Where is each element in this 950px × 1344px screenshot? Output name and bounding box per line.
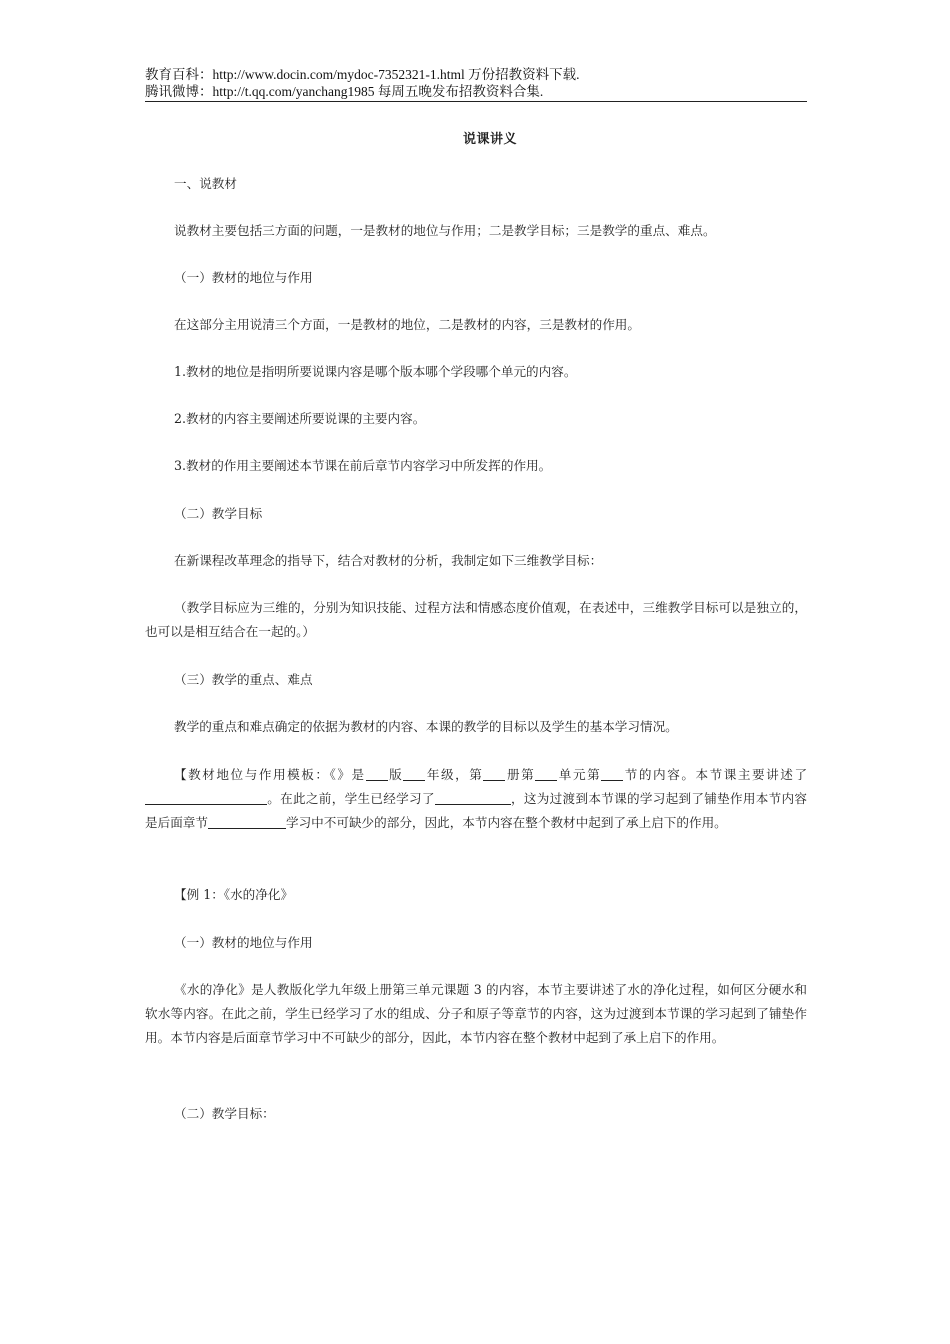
paragraph-goals-intro: 在新课程改革理念的指导下，结合对教材的分析，我制定如下三维教学目标： [174, 553, 603, 568]
blank-section [601, 766, 623, 781]
template-text-9: 学习中不可缺少的部分，因此，本节内容在整个教材中起到了承上启下的作用。 [285, 815, 727, 830]
section-heading-textbook: 一、说教材 [174, 176, 237, 191]
page-header [145, 66, 807, 100]
example-subheading-position-role: （一）教材的地位与作用 [174, 935, 313, 950]
blank-unit [535, 766, 557, 781]
subheading-key-points: （三）教学的重点、难点 [174, 672, 313, 687]
template-text-2: 版 [387, 767, 404, 782]
example-subheading-teaching-goals: （二）教学目标： [174, 1106, 275, 1121]
list-item-role: 3.教材的作用主要阐述本节课在前后章节内容学习中所发挥的作用。 [174, 458, 552, 473]
list-item-position: 1.教材的地位是指明所要说课内容是哪个版本哪个学段哪个单元的内容。 [174, 364, 577, 379]
document-title: 说课讲义 [462, 132, 517, 147]
template-text-6: 节的内容。本节课主要讲述了 [623, 767, 808, 782]
paragraph-goals-note: （教学目标应为三维的，分别为知识技能、过程方法和情感态度价值观，在表述中，三维教学目标可以是独立的，也可以是相互结合在一起的。） [145, 600, 807, 639]
header-divider [145, 101, 807, 102]
header-line-weibo: 腾讯微博：http://t.qq.com/yanchang1985 每周五晚发布招教资料合集. [145, 84, 544, 99]
list-item-content: 2.教材的内容主要阐述所要说课的主要内容。 [174, 411, 426, 426]
template-text-7: 。在此之前，学生已经学习了 [267, 791, 435, 806]
subheading-teaching-goals: （二）教学目标 [174, 506, 263, 521]
template-text-5: 单元第 [557, 767, 602, 782]
blank-edition [366, 766, 388, 781]
blank-prior-learning [435, 790, 511, 805]
document-page [145, 0, 807, 1344]
template-text-1: 【教材地位与作用模板：《》是 [174, 767, 366, 782]
template-text-3: 年级，第 [425, 767, 484, 782]
paragraph-template [145, 763, 807, 835]
example-paragraph-water-purification: 《水的净化》是人教版化学九年级上册第三单元课题 3 的内容，本节主要讲述了水的净化过程，如何区分硬水和软水等内容。在此之前，学生已经学习了水的组成、分子和原子等章节的内容，这为过渡到本节课的学习起到了铺垫作用。本节内容是后面章节学习中不可缺少的部分，因此，本节内容在整个教材中起到了承上启下的作用。 [145, 982, 807, 1045]
blank-grade [403, 766, 425, 781]
example-heading: 【例 1：《水的净化》 [174, 887, 294, 902]
paragraph-key-points: 教学的重点和难点确定的依据为教材的内容、本课的教学的目标以及学生的基本学习情况。 [174, 719, 678, 734]
blank-volume [483, 766, 505, 781]
blank-main-content [145, 790, 267, 805]
blank-later-chapter [208, 814, 286, 829]
paragraph-textbook-overview: 说教材主要包括三方面的问题，一是教材的地位与作用；二是教学目标；三是教学的重点、难点。 [174, 223, 716, 238]
header-line-docin: 教育百科：http://www.docin.com/mydoc-7352321-1.html 万份招教资料下载. [145, 67, 580, 82]
subheading-position-role: （一）教材的地位与作用 [174, 270, 313, 285]
template-text-8: ，这为过渡到本节课的学习起到了铺垫作用本节内容是后面章节 [145, 791, 808, 830]
template-text-4: 册第 [505, 767, 536, 782]
paragraph-three-aspects: 在这部分主用说清三个方面，一是教材的地位，二是教材的内容，三是教材的作用。 [174, 317, 640, 332]
